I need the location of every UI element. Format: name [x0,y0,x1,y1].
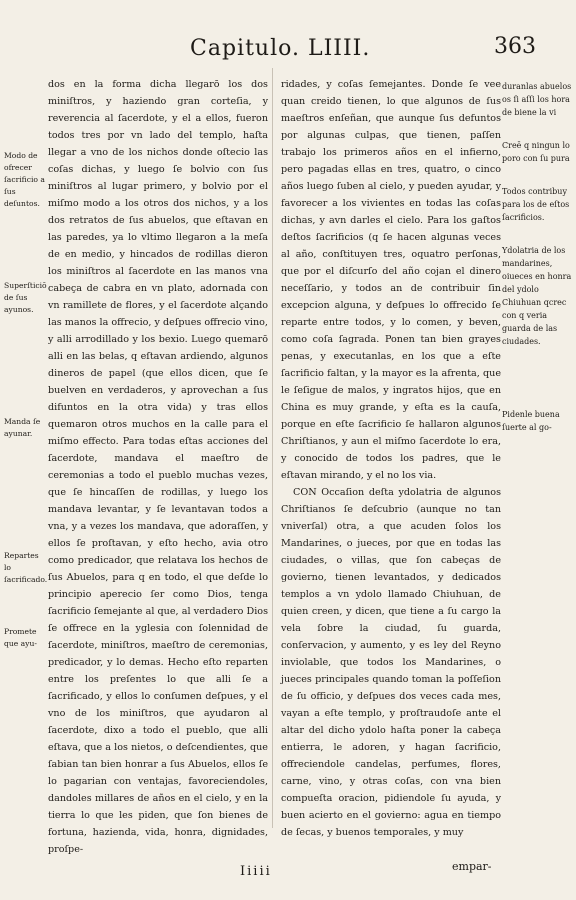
paragraph: ridades, y coſas ſemejantes. Donde ſe vee quan creido tienen, lo que algunos de ſus maeſtros enſeñan, que aunque ſus defuntos por algunas culpas, que tienen, paſſen trabajo los primeros años en el infierno, pero pagadas ellas en tres, quatro, o cinco años luego ſuben al cielo, y pueden ayudar, y favorecer a los vivientes en todas las coſas dichas, y avn darles el cielo. Para los gaſtos deſtos ſacrificios (q ſe hacen algunas veces al año, conſtituyen tres, oquatro perſonas, que por el diſcurſo del año cojan el dinero neceſſario, y todos an de contribuir ſin excepcion alguna, y deſpues lo offrecido ſe reparte entre todos, y lo comen, y beven, como coſa ſagrada. Ponen tan bien grayes penas, y executanlas, en los que a eſte ſacrificio faltan, y la mayor es la afrenta, que le ſeſiguе de malos, y ingratos hijos, que en China es muy grande, y eſta es la cauſa, porque en eſte ſacrificio ſe hallaron algunos Chriſtianos, y aun el miſmo ſacerdote lo era, y conocido de todos los padres, que le eſtavan mirando, y el no los via. [281,79,501,481]
margin-note: Superſticiō de ſus ayunos. [4,281,47,314]
margin-note: Repartes lo ſacrificado. [4,551,48,584]
margin-note: Todos contribuy para los de eſtos ſacrificios. [502,187,570,222]
catchword: empar- [452,860,492,873]
page-number: 363 [494,34,536,59]
left-margin-notes [4,150,48,668]
margin-note: duranlas abuelos os ſi aſſi los hora de biene la vi [502,82,572,117]
paragraph: CON Occaſion deſta ydolatria de algunos Chriſtianos ſe deſcubrio (aunque no tan vniverſal) otra, a que acuden ſolos los Mandarines, o jueces, por que en todas las ciudades, o villas, que ſon cabeças de govierno, tienen levantados, y dedicados templos a vn ydolo llamado Chiuhuan, de quien creen, y dicen, que tiene a ſu cargo la vela ſobre la ciudad, ſu guarda, conſervacion, y aumento, y es ley del Reyno inviolable, que todos los Mandarines, o jueces principales quando toman la poſſeſion de ſu officio, y deſpues dos veces cada mes, vayan a eſte templo, y proſtraudoſe ante el altar del dicho ydolo haſta poner la cabeça entierra, le adoren, y hagan ſacrificio, offreciendole candelas, perfumes, flores, carne, vino, y otras coſas, con vna bien compueſta oracion, pidiendole ſu ayuda, y buen acierto en el govierno: agua en tiempo de ſecas, y buenos temporales, y muy [281,487,501,838]
left-column [48,76,268,858]
margin-note: Pidenle buena ſuerte al go- [502,410,560,432]
page-header [0,32,576,72]
right-margin-notes [502,80,572,452]
margin-note: Modo de ofrecer ſacrificio a ſus deſuntos. [4,151,45,208]
right-column [281,76,501,841]
paragraph: dos en la forma dicha llegarō los dos miniſtros, y haziendo gran corteſia, y reverencia al ſacerdote, y el a ellos, fueron todos tres por vn lado del templo, haſta llegar a vno de los nichos donde oſtecio las coſas dichas, y luego ſe bolvio con ſus miniſtros al lugar primero, y bolvio por el miſmo modo a los otros dos nichos, y a los dos retratos de ſus abuelos, que eſtavan en las paredes, ya lo vltimo llegaron a la meſa de en medio, y hincados de rodillas dieron los miniſtros al ſacerdote en las manos vna cabeça de cabra en vn plato, adornada con vn ramillete de flores, y el ſacerdote alçando las manos la offrecio, y deſpues offrecio vino, y alli arrodillado y los bexio. Luego quemarō alli en las belas, q eſtavan ardiendo, algunos dineros de papel (que ellos dicen, que ſe buelven en verdaderos, y aprovechan a ſus difuntos en la otra vida) y tras ellos quemaron otros muchos en la calle para el miſmo effecto. Para todas eſtas acciones del ſacerdote, mandava el maeſtro de ceremonias a todo el pueblo muchas vezes, que ſe hincaſſen de rodillas, y luego los mandava levantar, y ſe levantavan todos a vna, y a vezes los mandava, que adoraſſen, y ellos ſe proſtavan, y eſto hecho, avia otro como predicador, que relatava los hechos de ſus Abuelos, para q en todo, el que deſde lo principio aperecio ſer como Dios, tenga ſacrificio ſemejante al que, al verdadero Dios ſe offrece en la yglesia con ſolennidad de ſacerdote, miniſtros, maeſtro de ceremonias, predicador, y lo demas. Hecho eſto reparten entre los preſentes lo que alli ſe a ſacrificado, y ellos lo conſumen deſpues, y el vno de los miniſtros, que ayudaron al ſacerdote, dixo a todo el pueblo, que alli eſtava, que a los nietos, o deſcendientes, que ſabian tan bien honrar a ſus Abuelos, ellos ſe lo pagarian con ventajas, favoreciendoles, dandoles millares de años en el cielo, y en la tierra lo que les piden, que ſon bienes de fortuna, hazienda, vida, honra, dignidades, proſpe- [48,79,268,855]
margin-note: Manda ſe ayunar. [4,417,41,438]
chapter-title: Capitulo. LIIII. [190,36,371,61]
signature-mark: Iiiii [240,864,272,879]
column-divider [272,68,273,828]
margin-note: Creē q ningun lo poro con ſu pura [502,141,570,163]
margin-note: Ydolatria de los mandarines, oiueces en honra del ydolo Chiuhuan qcrec con q veria guarda de las ciudades. [502,246,572,346]
margin-note: Promete que ayu- [4,627,37,648]
